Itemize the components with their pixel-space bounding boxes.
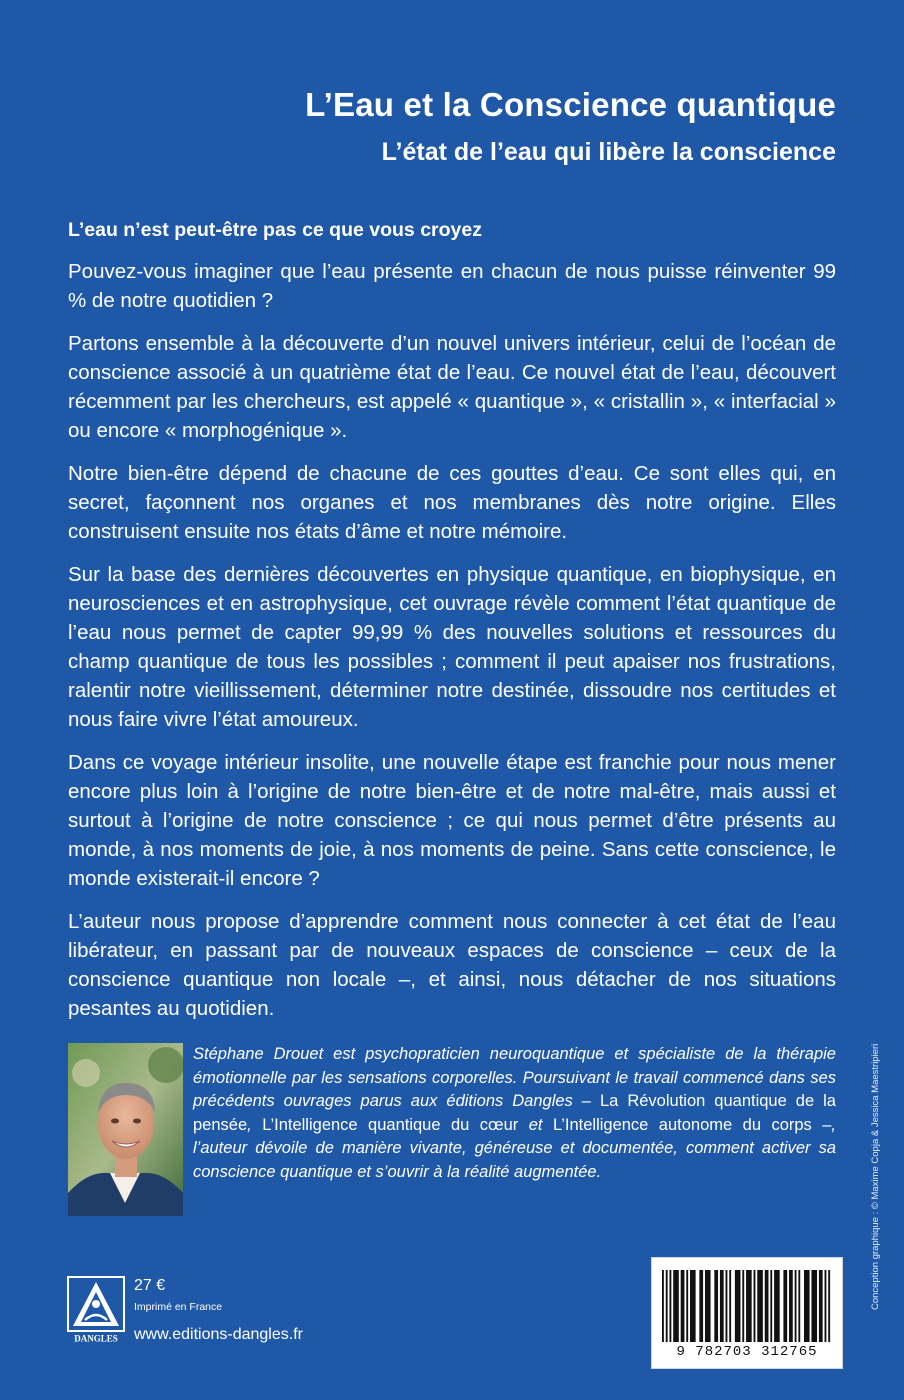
barcode-bar (746, 1270, 752, 1342)
barcode-bar (770, 1270, 772, 1342)
barcode-bar (783, 1270, 787, 1342)
blurb-paragraph: Dans ce voyage intérieur insolite, une nouvelle étape est franchie pour nous mener encore plus loin à l’origine de notre bien-être et de notre mal-être, mais aussi et surtout à l’origine de notre conscience ; ce qui nous permet d’être présents au monde, à nos moments de joie, à nos moments de peine. Sans cette conscience, le monde existerait-il encore ? (68, 751, 836, 890)
bio-text: et (518, 1115, 553, 1134)
barcode-bar (804, 1270, 810, 1342)
barcode-bar (825, 1270, 827, 1342)
barcode-bar (705, 1270, 711, 1342)
barcode-bar (819, 1270, 823, 1342)
barcode-bar (673, 1270, 679, 1342)
barcode-bar (735, 1270, 741, 1342)
barcode-bar (754, 1270, 756, 1342)
bio-text: , (247, 1115, 263, 1134)
barcode-bar (699, 1270, 703, 1342)
barcode-bar (811, 1270, 817, 1342)
bio-book-title: L’Intelligence quantique du cœur (262, 1115, 519, 1134)
barcode-bar (729, 1270, 731, 1342)
publisher-website[interactable]: www.editions-dangles.fr (134, 1326, 303, 1343)
barcode-bar (798, 1270, 800, 1342)
barcode-bar (690, 1270, 696, 1342)
author-photo (68, 1043, 183, 1216)
barcode-bar (789, 1270, 793, 1342)
barcode-bar (720, 1270, 724, 1342)
bio-book-title: L’Intelligence autonome du corps (552, 1115, 812, 1134)
barcode-bar (726, 1270, 728, 1342)
author-bio (193, 1043, 836, 1184)
barcode-bar (774, 1270, 780, 1342)
barcode-bar (669, 1270, 671, 1342)
barcode-bars (660, 1270, 834, 1342)
barcode-bar (662, 1270, 664, 1342)
blurb-text (68, 257, 836, 1037)
blurb-paragraph: Sur la base des dernières découvertes en physique quantique, en biophysique, en neurosciences et en astrophysique, cet ouvrage révèle comment l’état quantique de l’eau nous permet de capter 99,99 % des nouvelles solutions et ressources du champ quantique de tous les possibles ; comment il peut apaiser nos frustrations, ralentir notre vieillissement, déterminer notre destinée, dissoudre nos certitudes et nous faire vivre l’état amoureux. (68, 563, 836, 731)
barcode-bar (795, 1270, 797, 1342)
design-credit: Conception graphique : © Maxime Copja & Jessica Maestripieri (870, 1043, 881, 1310)
barcode-bar (681, 1270, 685, 1342)
barcode-bar (742, 1270, 744, 1342)
isbn-number: 9 782703 312765 (676, 1344, 818, 1360)
barcode-bar (686, 1270, 688, 1342)
book-subtitle: L’état de l’eau qui libère la conscience (381, 138, 836, 166)
bio-text: Stéphane Drouet est psychopraticien neuroquantique et spécialiste de la thérapie émotionnelle par les sensations corporelles. Poursuivant le travail commencé dans ses précédents ouvrages parus aux éditions Dangles – (193, 1045, 836, 1110)
dangles-logo (67, 1276, 125, 1344)
printed-in: Imprimé en France (134, 1301, 223, 1313)
logo-wordmark: DANGLES (74, 1333, 118, 1344)
blurb-paragraph: Partons ensemble à la découverte d’un nouvel univers intérieur, celui de l’océan de conscience associé à un quatrième état de l’eau. Ce nouvel état de l’eau, découvert récemment par les chercheurs, est appelé « quantique », « cristallin », « interfacial » ou encore « morphogénique ». (68, 332, 836, 442)
barcode-bar (714, 1270, 718, 1342)
barcode-bar (828, 1270, 830, 1342)
isbn-barcode (651, 1257, 843, 1369)
dangles-logo-icon (67, 1276, 125, 1344)
barcode-bar (666, 1270, 668, 1342)
lead-heading: L’eau n’est peut-être pas ce que vous croyez (68, 219, 482, 241)
price: 27 € (134, 1277, 166, 1294)
bio-book-title: La Révolution quantique de la pensée (193, 1092, 836, 1134)
barcode-bar (765, 1270, 769, 1342)
blurb-paragraph: Pouvez-vous imaginer que l’eau présente en chacun de nous puisse réinventer 99 % de notre quotidien ? (68, 260, 836, 312)
blurb-paragraph: Notre bien-être dépend de chacune de ces gouttes d’eau. Ce sont elles qui, en secret, façonnent nos organes et nos membranes dès notre origine. Elles construisent ensuite nos états d’âme et notre mémoire. (68, 462, 836, 543)
blurb-paragraph: L’auteur nous propose d’apprendre comment nous connecter à cet état de l’eau libérateur, en passant par de nouveaux espaces de conscience – ceux de la conscience quantique non locale –, et ainsi, nous détacher de nos situations pesantes au quotidien. (68, 910, 836, 1020)
barcode-bar (757, 1270, 763, 1342)
bio-text: –, l’auteur dévoile de manière vivante, généreuse et documentée, comment activer sa conscience quantique et s’ouvrir à la réalité augmentée. (193, 1115, 837, 1181)
author-portrait-illustration (68, 1043, 183, 1216)
book-title: L’Eau et la Conscience quantique (305, 86, 836, 123)
